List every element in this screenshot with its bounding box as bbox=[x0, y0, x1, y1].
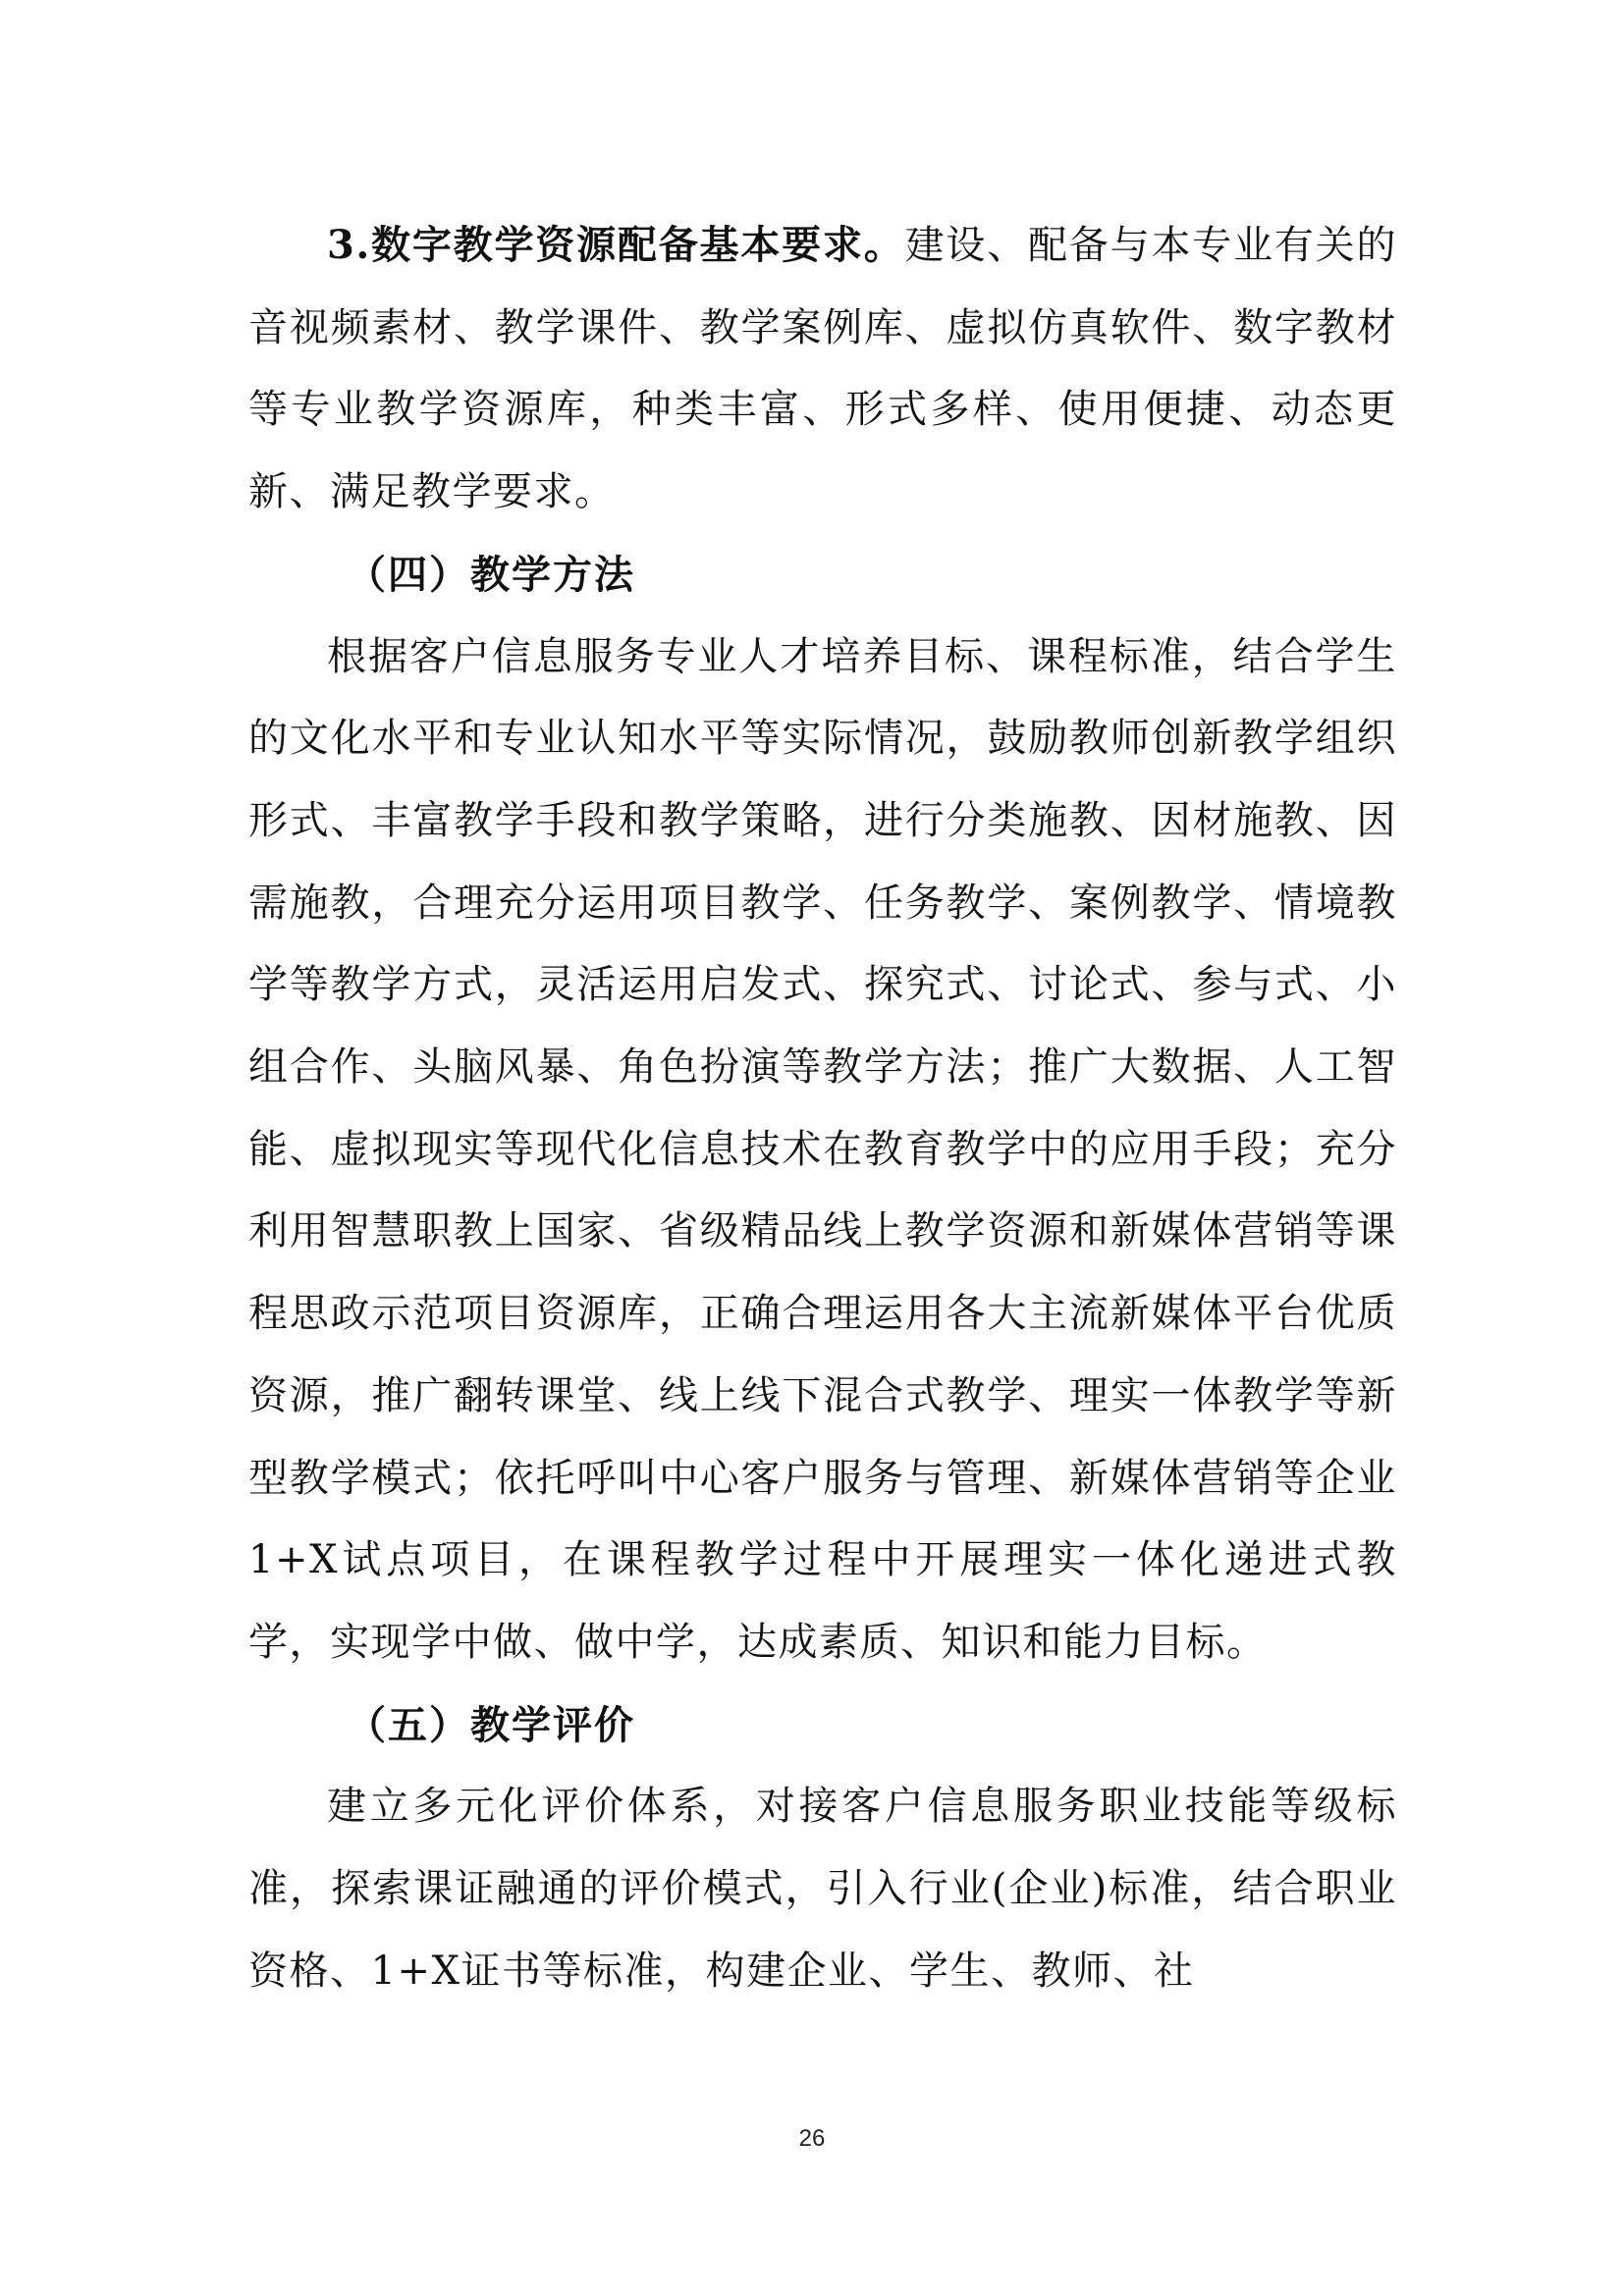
document-body bbox=[248, 204, 1397, 2012]
paragraph-teaching-methods: 根据客户信息服务专业人才培养目标、课程标准，结合学生的文化水平和专业认知水平等实际情况，鼓励教师创新教学组织形式、丰富教学手段和教学策略，进行分类施教、因材施教、因需施教，合理充分运用项目教学、任务教学、案例教学、情境教学等教学方式，灵活运用启发式、探究式、讨论式、参与式、小组合作、头脑风暴、角色扮演等教学方法；推广大数据、人工智能、虚拟现实等现代化信息技术在教育教学中的应用手段；充分利用智慧职教上国家、省级精品线上教学资源和新媒体营销等课程思政示范项目资源库，正确合理运用各大主流新媒体平台优质资源，推广翻转课堂、线上线下混合式教学、理实一体教学等新型教学模式；依托呼叫中心客户服务与管理、新媒体营销等企业1+X试点项目，在课程教学过程中开展理实一体化递进式教学，实现学中做、做中学，达成素质、知识和能力目标。 bbox=[248, 633, 1397, 1665]
section-heading-teaching-evaluation: （五）教学评价 bbox=[347, 1701, 635, 1748]
page-number: 26 bbox=[798, 2125, 826, 2152]
paragraph-lead-bold: 3.数字教学资源配备基本要求。 bbox=[327, 222, 905, 268]
paragraph-digital-resources bbox=[248, 204, 1397, 534]
paragraph-teaching-evaluation: 建立多元化评价体系，对接客户信息服务职业技能等级标准，探索课证融通的评价模式，引入行业(企业)标准，结合职业资格、1+X证书等标准，构建企业、学生、教师、社 bbox=[248, 1784, 1397, 1994]
section-heading-teaching-methods: （四）教学方法 bbox=[347, 551, 635, 598]
paragraph-body-text: 建设、配备与本专业有关的音视频素材、教学课件、教学案例库、虚拟仿真软件、数字教材等专业教学资源库，种类丰富、形式多样、使用便捷、动态更新、满足教学要求。 bbox=[248, 223, 1397, 515]
